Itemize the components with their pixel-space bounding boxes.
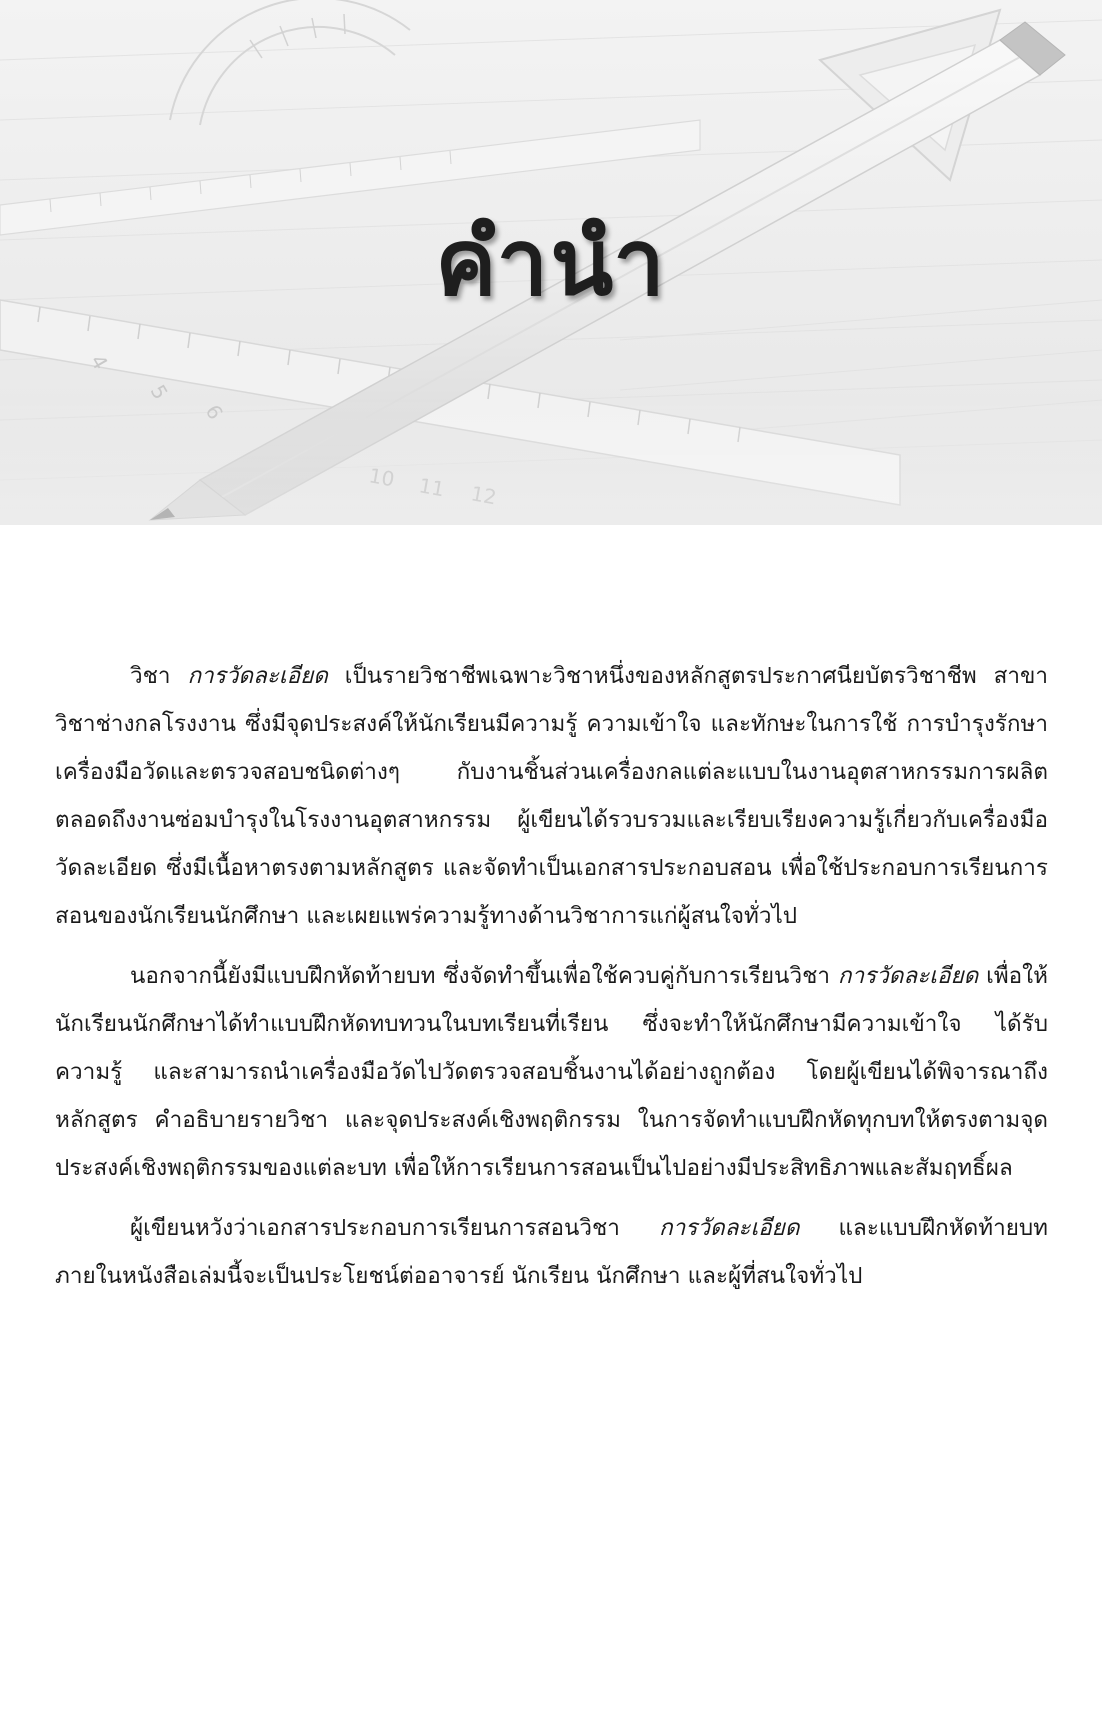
preface-body — [55, 652, 1048, 1312]
paragraph-2-after: เพื่อให้นักเรียนนักศึกษาได้ทำแบบฝึกหัดทบทวนในบทเรียนที่เรียน ซึ่งจะทำให้นักศึกษามีความเข้าใจ ได้รับความรู้ และสามารถนำเครื่องมือวัดไปวัดตรวจสอบชิ้นงานได้อย่างถูกต้อง โดยผู้เขียนได้พิจารณาถึงหลักสูตร คำอธิบายรายวิชา และจุดประสงค์เชิงพฤติกรรม ในการจัดทำแบบฝึกหัดทุกบทให้ตรงตามจุดประสงค์เชิงพฤติกรรมของแต่ละบท เพื่อให้การเรียนการสอนเป็นไปอย่างมีประสิทธิภาพและสัมฤทธิ์ผล — [55, 963, 1048, 1181]
paragraph-1 — [55, 652, 1048, 940]
paragraph-1-before: วิชา — [130, 663, 188, 689]
paragraph-3-after: และแบบฝึกหัดท้ายบท ภายในหนังสือเล่มนี้จะเป็นประโยชน์ต่ออาจารย์ นักเรียน นักศึกษา และผู้ที่สนใจทั่วไป — [55, 1215, 1048, 1289]
paragraph-1-subject: การวัดละเอียด — [187, 663, 328, 689]
paragraph-2 — [55, 952, 1048, 1192]
paragraph-2-subject: การวัดละเอียด — [837, 963, 979, 989]
page-title: คำนำ — [435, 209, 667, 316]
paragraph-3-before: ผู้เขียนหวังว่าเอกสารประกอบการเรียนการสอนวิชา — [130, 1215, 659, 1241]
paragraph-3 — [55, 1204, 1048, 1300]
paragraph-2-before: นอกจากนี้ยังมีแบบฝึกหัดท้ายบท ซึ่งจัดทำขึ้นเพื่อใช้ควบคู่กับการเรียนวิชา — [130, 963, 838, 989]
header-banner — [0, 0, 1102, 525]
paragraph-1-after: เป็นรายวิชาชีพเฉพาะวิชาหนึ่งของหลักสูตรประกาศนียบัตรวิชาชีพ สาขาวิชาช่างกลโรงงาน ซึ่งมีจุดประสงค์ให้นักเรียนมีความรู้ ความเข้าใจ และทักษะในการใช้ การบำรุงรักษาเครื่องมือวัดและตรวจสอบชนิดต่างๆ กับงานชิ้นส่วนเครื่องกลแต่ละแบบในงานอุตสาหกรรมการผลิต ตลอดถึงงานซ่อมบำรุงในโรงงานอุตสาหกรรม ผู้เขียนได้รวบรวมและเรียบเรียงความรู้เกี่ยวกับเครื่องมือวัดละเอียด ซึ่งมีเนื้อหาตรงตามหลักสูตร และจัดทำเป็นเอกสารประกอบสอน เพื่อใช้ประกอบการเรียนการสอนของนักเรียนนักศึกษา และเผยแพร่ความรู้ทางด้านวิชาการแก่ผู้สนใจทั่วไป — [55, 663, 1048, 929]
paragraph-3-subject: การวัดละเอียด — [658, 1215, 800, 1241]
